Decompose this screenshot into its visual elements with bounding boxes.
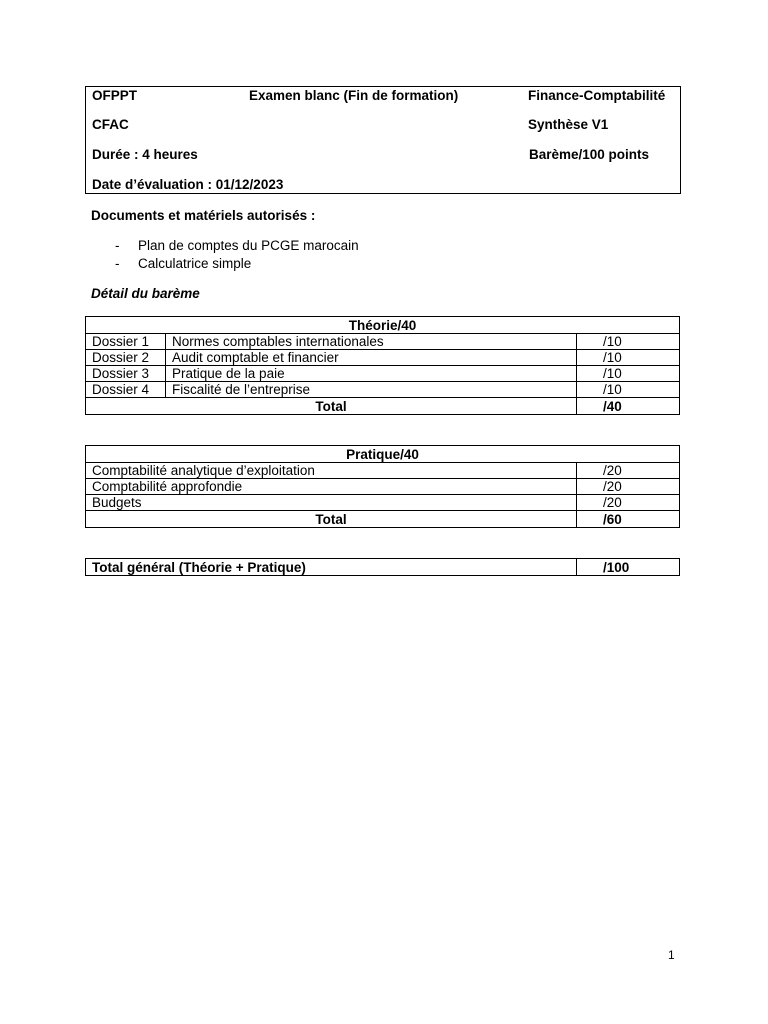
table-row <box>86 463 680 479</box>
dossier-cell: Dossier 1 <box>86 334 166 350</box>
dossier-cell: Dossier 4 <box>86 382 166 398</box>
points-cell: /20 <box>577 495 680 511</box>
grand-total-row <box>86 559 680 576</box>
total-label: Total <box>86 398 577 415</box>
exam-header-box <box>85 86 681 194</box>
points-cell: /20 <box>577 463 680 479</box>
materials-title: Documents et matériels autorisés : <box>91 208 316 223</box>
points-cell: /10 <box>577 382 680 398</box>
total-points: /60 <box>577 511 680 528</box>
list-dash: - <box>115 238 120 253</box>
total-row <box>86 398 680 415</box>
points-cell: /20 <box>577 479 680 495</box>
synthesis-version: Synthèse V1 <box>528 117 609 132</box>
table-header-row <box>86 446 680 463</box>
total-label: Total <box>86 511 577 528</box>
subject-cell: Pratique de la paie <box>166 366 577 382</box>
table-row <box>86 479 680 495</box>
center-name: CFAC <box>92 117 129 132</box>
subject-cell: Fiscalité de l’entreprise <box>166 382 577 398</box>
evaluation-date: Date d’évaluation : 01/12/2023 <box>92 177 284 192</box>
grand-total-table <box>85 558 680 576</box>
dossier-cell: Dossier 3 <box>86 366 166 382</box>
table-row <box>86 350 680 366</box>
field-name: Finance-Comptabilité <box>528 88 666 103</box>
dossier-cell: Dossier 2 <box>86 350 166 366</box>
subject-cell: Audit comptable et financier <box>166 350 577 366</box>
subject-cell: Comptabilité approfondie <box>86 479 577 495</box>
practice-table <box>85 445 680 528</box>
table-header-row <box>86 317 680 334</box>
org-name: OFPPT <box>92 88 138 103</box>
table-row <box>86 334 680 350</box>
bareme-title: Détail du barème <box>91 286 200 301</box>
points-cell: /10 <box>577 334 680 350</box>
subject-cell: Comptabilité analytique d’exploitation <box>86 463 577 479</box>
list-dash: - <box>115 256 120 271</box>
points-cell: /10 <box>577 366 680 382</box>
total-points: /40 <box>577 398 680 415</box>
list-item-text: Plan de comptes du PCGE marocain <box>138 238 359 253</box>
subject-cell: Budgets <box>86 495 577 511</box>
theory-title: Théorie/40 <box>86 317 680 334</box>
page-number: 1 <box>668 948 675 962</box>
exam-title: Examen blanc (Fin de formation) <box>249 88 459 103</box>
points-cell: /10 <box>577 350 680 366</box>
theory-table <box>85 316 680 415</box>
table-row <box>86 366 680 382</box>
table-row <box>86 382 680 398</box>
practice-title: Pratique/40 <box>86 446 680 463</box>
subject-cell: Normes comptables internationales <box>166 334 577 350</box>
table-row <box>86 495 680 511</box>
total-row <box>86 511 680 528</box>
grand-total-points: /100 <box>577 559 680 576</box>
grand-total-label: Total général (Théorie + Pratique) <box>86 559 577 576</box>
list-item-text: Calculatrice simple <box>138 256 252 271</box>
grading-scale: Barème/100 points <box>529 147 650 162</box>
exam-duration: Durée : 4 heures <box>92 147 198 162</box>
